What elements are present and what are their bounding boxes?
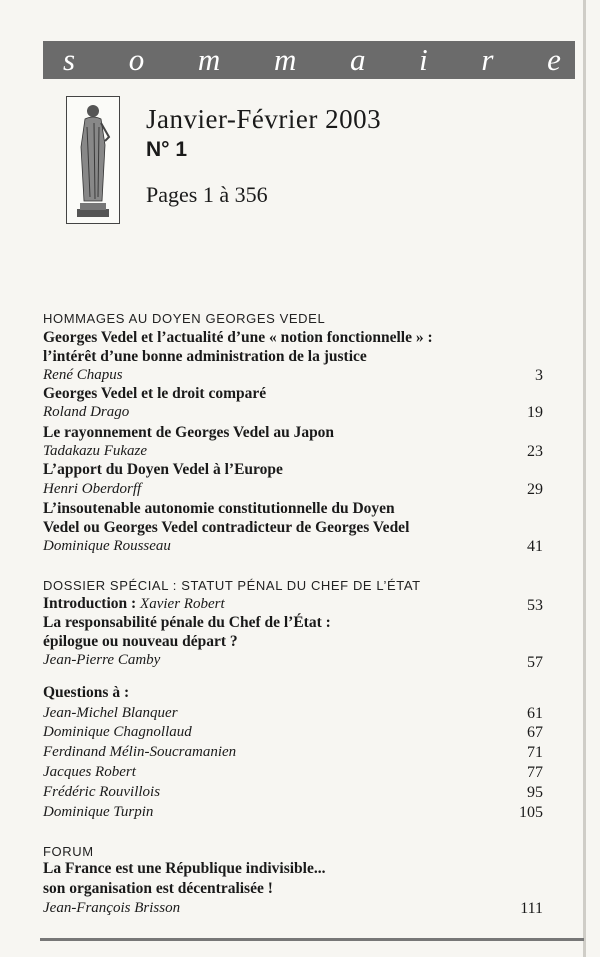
article-author: Dominique Rousseau: [43, 538, 171, 554]
article-title: Vedel ou Georges Vedel contradicteur de Georges Vedel: [43, 519, 410, 536]
page-number: 105: [519, 804, 543, 821]
banner-letter: s: [63, 42, 76, 77]
question-author: Dominique Chagnollaud: [43, 724, 192, 740]
section-heading-forum: FORUM: [43, 844, 94, 859]
banner-letter: m: [273, 42, 297, 77]
intro-label: Introduction :: [43, 595, 141, 612]
article-title: La France est une République indivisible...: [43, 860, 326, 877]
intro-author: Xavier Robert: [140, 596, 225, 612]
page-number: 61: [527, 705, 543, 722]
article-title: épilogue ou nouveau départ ?: [43, 633, 238, 650]
question-author: Dominique Turpin: [43, 804, 154, 820]
section-heading-dossier: DOSSIER SPÉCIAL : STATUT PÉNAL DU CHEF DE L’ÉTAT: [43, 578, 421, 593]
article-title: L’apport du Doyen Vedel à l’Europe: [43, 461, 283, 478]
page-number: 95: [527, 784, 543, 801]
page-number: 23: [527, 443, 543, 460]
page-number: 67: [527, 724, 543, 741]
page-number: 53: [527, 597, 543, 614]
page-number: 3: [535, 367, 543, 384]
issue-number: N° 1: [146, 138, 188, 161]
question-author: Frédéric Rouvillois: [43, 784, 161, 800]
page-number: 71: [527, 744, 543, 761]
article-author: Jean-Pierre Camby: [43, 652, 161, 668]
questions-heading: Questions à :: [43, 684, 130, 701]
article-title: Georges Vedel et l’actualité d’une « notion fonctionnelle » :: [43, 329, 433, 346]
question-author: Jacques Robert: [43, 764, 136, 780]
article-title: l’intérêt d’une bonne administration de la justice: [43, 348, 367, 365]
article-author: Roland Drago: [43, 404, 130, 420]
issue-date: Janvier-Février 2003: [146, 104, 382, 134]
sommaire-banner: [43, 41, 575, 79]
article-title: L’insoutenable autonomie constitutionnelle du Doyen: [43, 500, 395, 517]
banner-letter: a: [349, 42, 366, 77]
banner-letter: o: [128, 42, 145, 77]
page-number: 111: [520, 900, 543, 917]
page-number: 41: [527, 538, 543, 555]
article-author: Jean-François Brisson: [43, 900, 181, 916]
bottom-rule: [40, 938, 584, 941]
banner-letter: m: [197, 42, 221, 77]
banner-letter: e: [547, 42, 561, 77]
page-number: 57: [527, 654, 543, 671]
question-author: Ferdinand Mélin-Soucramanien: [43, 744, 237, 760]
banner-letter: r: [481, 42, 494, 77]
statue-illustration: [66, 96, 120, 224]
intro-line: [43, 595, 225, 613]
page-number: 19: [527, 404, 543, 421]
article-author: Tadakazu Fukaze: [43, 443, 148, 459]
article-author: René Chapus: [43, 367, 123, 383]
page-number: 77: [527, 764, 543, 781]
article-title: son organisation est décentralisée !: [43, 880, 273, 897]
section-heading-hommages: HOMMAGES AU DOYEN GEORGES VEDEL: [43, 311, 326, 326]
question-author: Jean-Michel Blanquer: [43, 705, 178, 721]
article-title: La responsabilité pénale du Chef de l’État :: [43, 614, 331, 631]
article-author: Henri Oberdorff: [43, 481, 142, 497]
article-title: Georges Vedel et le droit comparé: [43, 385, 267, 402]
article-title: Le rayonnement de Georges Vedel au Japon: [43, 424, 335, 441]
page-edge: [583, 0, 586, 957]
banner-letter: i: [419, 42, 428, 77]
page-number: 29: [527, 481, 543, 498]
issue-pages: Pages 1 à 356: [146, 182, 268, 207]
